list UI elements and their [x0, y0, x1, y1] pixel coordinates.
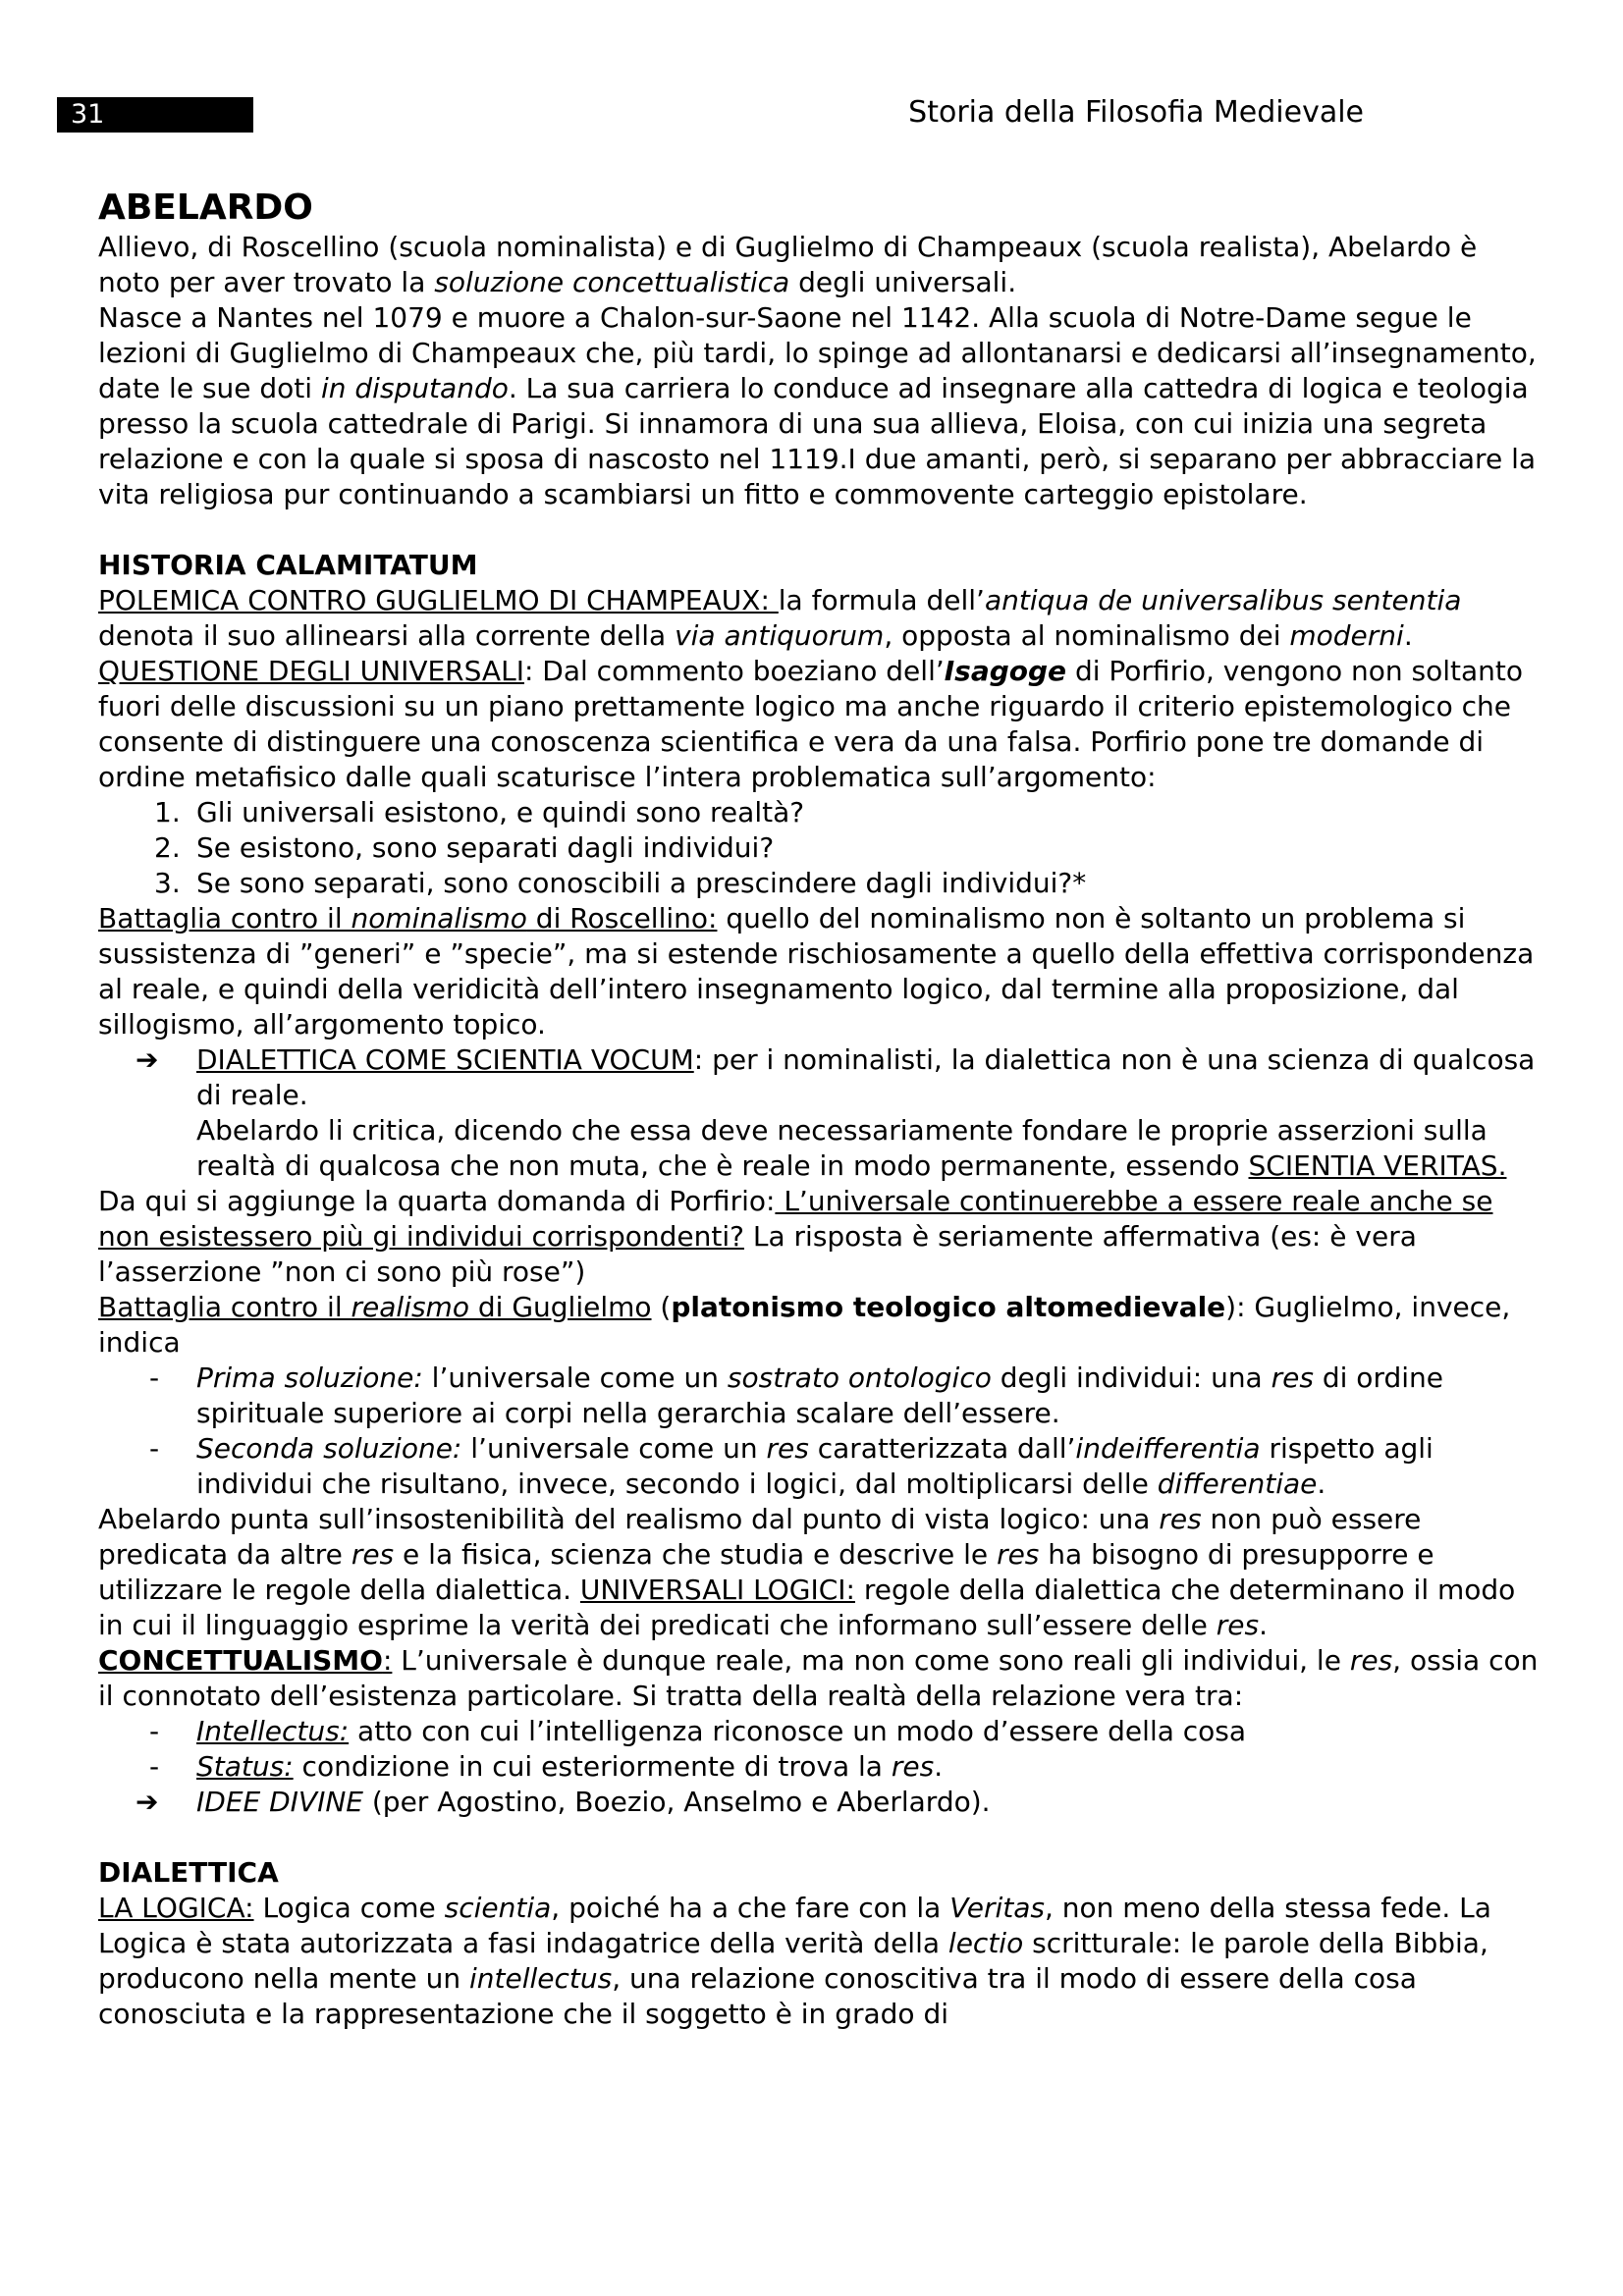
- paragraph-questione-universali: QUESTIONE DEGLI UNIVERSALI: Dal commento boeziano dell’Isagoge di Porfirio, vengono non soltanto fuori delle discussioni su un piano prettamente logico ma anche riguardo il criterio epistemologico che consente di distinguere una conoscenza scientifica e vera da una falsa. Porfirio pone tre domande di ordine metafisico dalle quali scaturisce l’intera problematica sull’argomento:: [98, 655, 1524, 793]
- page-number-box: [57, 97, 253, 133]
- list-item-status: - Status: condizione in cui esteriormente di trova la res.: [149, 1750, 944, 1783]
- paragraph-quarta-domanda: Da qui si aggiunge la quarta domanda di Porfirio: L’universale continuerebbe a essere reale anche se non esistessero più gi individui corrispondenti? La risposta è seriamente affermativa (es: è vera l’asserzione ”non ci sono più rose”): [98, 1185, 1493, 1288]
- document-body: [98, 187, 1542, 2032]
- arrow-right-icon: ➔: [135, 1786, 159, 1818]
- page-number: 31: [71, 99, 105, 130]
- bullet-dialettica-scientia-vocum: ➔ DIALETTICA COME SCIENTIA VOCUM: per i nominalisti, la dialettica non è una scienza di qualcosa di reale. Abelardo li critica, dicendo che essa deve necessariamente fondare le proprie asserzioni sulla realtà di qualcosa che non muta, che è reale in modo permanente, essendo SCIENTIA VERITAS.: [135, 1043, 1536, 1182]
- list-item-intellectus: - Intellectus: atto con cui l’intelligenza riconosce un modo d’essere della cosa: [149, 1715, 1247, 1747]
- paragraph-concettualismo: CONCETTUALISMO: L’universale è dunque reale, ma non come sono reali gli individui, le res, ossia con il connotato dell’esistenza particolare. Si tratta della realtà della relazione vera tra:: [98, 1644, 1539, 1712]
- list-item: 2. Se esistono, sono separati dagli individui?: [154, 831, 775, 864]
- paragraph-battaglia-nominalismo: Battaglia contro il nominalismo di Roscellino: quello del nominalismo non è soltanto un problema si sussistenza di ”generi” e ”specie”, ma si estende rischiosamente a quello della effettiva corrispondenza al reale, e quindi della veridicità dell’intero insegnamento logico, dal termine alla proposizione, dal sillogismo, all’argomento topico.: [98, 902, 1535, 1041]
- arrow-right-icon: ➔: [135, 1043, 159, 1076]
- running-title: Storia della Filosofia Medievale: [908, 95, 1364, 130]
- heading-historia-calamitatum: HISTORIA CALAMITATUM: [98, 549, 478, 581]
- list-item: 3. Se sono separati, sono conoscibili a prescindere dagli individui?*: [154, 867, 1087, 899]
- porfirio-questions-list: [98, 795, 1542, 901]
- intro-paragraph-1: Allievo, di Roscellino (scuola nominalista) e di Guglielmo di Champeaux (scuola realista), Abelardo è noto per aver trovato la soluzione concettualistica degli universali.: [98, 231, 1478, 298]
- list-item: 1. Gli universali esistono, e quindi sono realtà?: [154, 796, 805, 828]
- list-item-seconda-soluzione: - Seconda soluzione: l’universale come un res caratterizzata dall’indeifferentia rispetto agli individui che risultano, invece, secondo i logici, dal moltiplicarsi delle differentiae.: [149, 1432, 1434, 1500]
- paragraph-battaglia-realismo: Battaglia contro il realismo di Guglielmo (platonismo teologico altomedievale): Guglielmo, invece, indica: [98, 1291, 1511, 1359]
- paragraph-polemica: POLEMICA CONTRO GUGLIELMO DI CHAMPEAUX: la formula dell’antiqua de universalibus sententia denota il suo allinearsi alla corrente della via antiquorum, opposta al nominalismo dei moderni.: [98, 584, 1462, 652]
- paragraph-insostenibilita-realismo: Abelardo punta sull’insostenibilità del realismo dal punto di vista logico: una res non può essere predicata da altre res e la fisica, scienza che studia e descrive le res ha bisogno di presupporre e utilizzare le regole della dialettica. UNIVERSALI LOGICI: regole della dialettica che determinano il modo in cui il linguaggio esprime la verità dei predicati che informano sull’essere delle res.: [98, 1503, 1516, 1641]
- heading-dialettica: DIALETTICA: [98, 1856, 279, 1889]
- section-title-abelardo: ABELARDO: [98, 187, 313, 228]
- paragraph-la-logica: LA LOGICA: Logica come scientia, poiché ha a che fare con la Veritas, non meno della stessa fede. La Logica è stata autorizzata a fasi indagatrice della verità della lectio scritturale: le parole della Bibbia, producono nella mente un intellectus, una relazione conoscitiva tra il modo di essere della cosa conosciuta e la rappresentazione che il soggetto è in grado di: [98, 1892, 1491, 2030]
- list-item-prima-soluzione: - Prima soluzione: l’universale come un sostrato ontologico degli individui: una res di ordine spirituale superiore ai corpi nella gerarchia scalare dell’essere.: [149, 1362, 1443, 1429]
- bullet-idee-divine: ➔ IDEE DIVINE (per Agostino, Boezio, Anselmo e Aberlardo).: [135, 1786, 991, 1818]
- intro-paragraph-2: Nasce a Nantes nel 1079 e muore a Chalon-sur-Saone nel 1142. Alla scuola di Notre-Dame segue le lezioni di Guglielmo di Champeaux che, più tardi, lo spinge ad allontanarsi e dedicarsi all’insegnamento, date le sue doti in disputando. La sua carriera lo conduce ad insegnare alla cattedra di logica e teologia presso la scuola cattedrale di Parigi. Si innamora di una sua allieva, Eloisa, con cui inizia una segreta relazione e con la quale si sposa di nascosto nel 1119.I due amanti, però, si separano per abbracciare la vita religiosa pur continuando a scambiarsi un fitto e commovente carteggio epistolare.: [98, 301, 1537, 510]
